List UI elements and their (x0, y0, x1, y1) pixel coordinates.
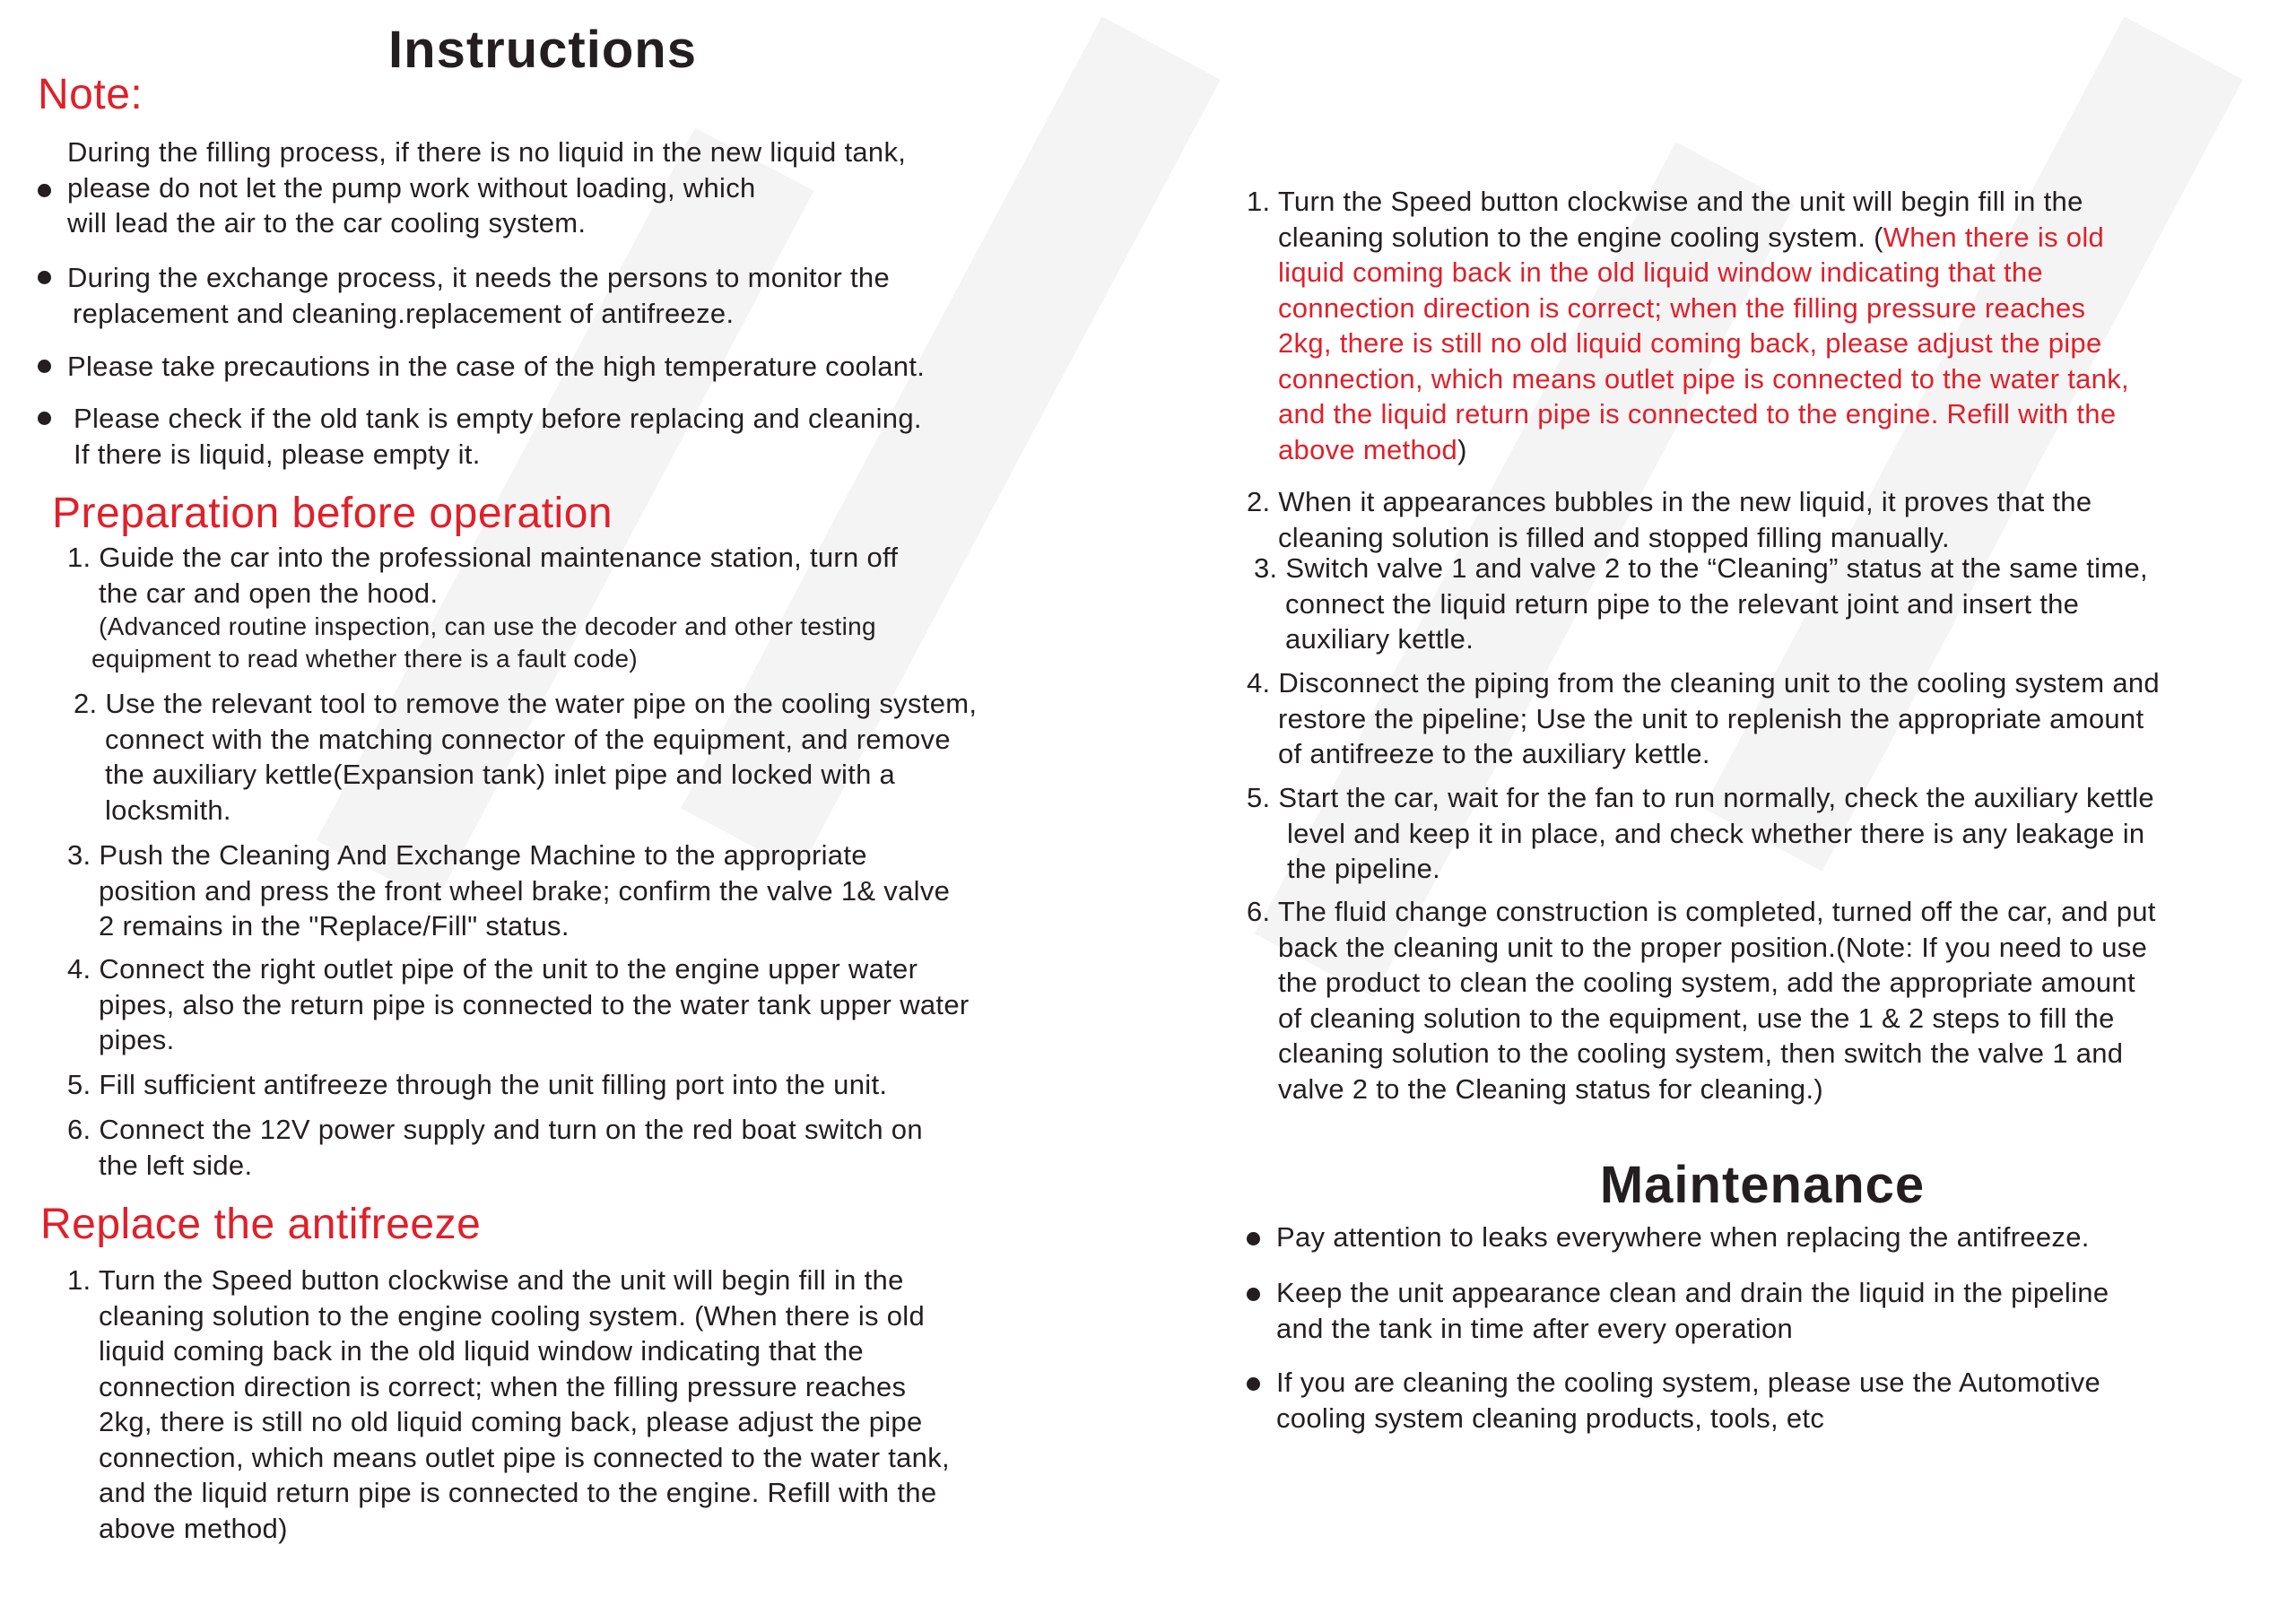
maintenance-title: Maintenance (1599, 1156, 1926, 1214)
note-line: If there is liquid, please empty it. (74, 438, 481, 470)
bullet-icon (1247, 1377, 1260, 1391)
item-line (1254, 586, 2148, 622)
right-step-6 (1247, 894, 2156, 1107)
item-line: Push the Cleaning And Exchange Machine to the appropriate (99, 839, 867, 871)
item-line (1247, 1072, 2156, 1107)
item-line: Guide the car into the professional maintenance station, turn off (99, 542, 899, 573)
item-line (1247, 894, 2156, 930)
replace-heading: Replace the antifreeze (40, 1201, 482, 1248)
item-line (1247, 1036, 2156, 1072)
text-run: back the cleaning unit to the proper position.(Note: If you need to use (1278, 931, 2148, 963)
item-line: 2kg, there is still no old liquid coming back, please adjust the pipe (99, 1406, 923, 1437)
item-number: 2. (1247, 486, 1271, 517)
prep-item-5 (67, 1067, 887, 1103)
item-line: connection, which means outlet pipe is connected to the water tank, (99, 1441, 950, 1473)
highlight-text: above method (1278, 433, 1458, 465)
item-subnote: equipment to read whether there is a fault code) (91, 645, 638, 673)
replace-item-1 (67, 1263, 950, 1546)
item-line (1247, 816, 2154, 852)
item-subnote: (Advanced routine inspection, can use the decoder and other testing (99, 612, 876, 640)
highlight-text: connection direction is correct; when the filling pressure reaches (1278, 291, 2086, 324)
item-line (1247, 396, 2129, 432)
item-line: liquid coming back in the old liquid window indicating that the (99, 1335, 864, 1367)
item-number: 2. (74, 688, 98, 719)
item-line: pipes. (99, 1024, 175, 1055)
text-run: Start the car, wait for the fan to run normally, check the auxiliary kettle (1278, 782, 2154, 813)
note-heading: Note: (38, 71, 144, 118)
text-run: cleaning solution to the cooling system, then switch the valve 1 and (1278, 1037, 2124, 1069)
item-line: the left side. (99, 1149, 253, 1181)
item-line: the car and open the hood. (99, 577, 439, 609)
prep-item-1 (67, 540, 898, 675)
text-run: of cleaning solution to the equipment, use the 1 & 2 steps to fill the (1278, 1002, 2115, 1034)
item-line (1247, 1001, 2156, 1037)
bullet-icon (38, 412, 51, 425)
maintenance-bullet (1276, 1275, 2109, 1346)
text-run: Disconnect the piping from the cleaning unit to the cooling system and (1278, 667, 2160, 699)
item-line (1247, 184, 2129, 220)
item-line (1254, 551, 2148, 586)
item-line: Turn the Speed button clockwise and the unit will begin fill in the (98, 1264, 904, 1296)
text-run: the pipeline. (1287, 853, 1441, 884)
item-line (1247, 220, 2129, 256)
page-title: Instructions (388, 21, 697, 79)
maintenance-line: and the tank in time after every operation (1276, 1312, 1794, 1344)
item-line: cleaning solution to the engine cooling system. (When there is old (99, 1299, 926, 1332)
maintenance-line: If you are cleaning the cooling system, please use the Automotive (1276, 1367, 2101, 1398)
item-number: 1. (1247, 186, 1271, 217)
highlight-text: liquid coming back in the old liquid window indicating that the (1278, 256, 2043, 288)
item-number: 1. (67, 1264, 91, 1296)
item-line: connection direction is correct; when the filling pressure reaches (99, 1370, 907, 1402)
item-number: 3. (67, 839, 91, 871)
note-line: Please check if the old tank is empty before replacing and cleaning. (74, 403, 922, 434)
item-line: Use the relevant tool to remove the water pipe on the cooling system, (105, 688, 978, 719)
text-run: valve 2 to the Cleaning status for cleaning.) (1278, 1072, 1824, 1105)
item-line (1254, 621, 2148, 657)
right-step-3 (1254, 551, 2148, 657)
note-line: During the filling process, if there is no liquid in the new liquid tank, (67, 136, 907, 168)
prep-item-4 (67, 951, 970, 1058)
item-line: Connect the right outlet pipe of the unit to the engine upper water (99, 953, 918, 985)
item-number: 5. (1247, 782, 1271, 813)
item-number: 1. (67, 542, 91, 573)
item-line: locksmith. (105, 794, 231, 826)
item-line: the auxiliary kettle(Expansion tank) inlet pipe and locked with a (105, 759, 896, 790)
item-line: Connect the 12V power supply and turn on the red boat switch on (99, 1114, 923, 1145)
bullet-icon (1247, 1232, 1260, 1245)
item-line (1247, 484, 2092, 520)
highlight-text: connection, which means outlet pipe is connected to the water tank, (1278, 362, 2129, 395)
item-line (1247, 432, 2129, 468)
item-line: and the liquid return pipe is connected to the engine. Refill with the (99, 1477, 937, 1508)
text-run: Turn the Speed button clockwise and the unit will begin fill in the (1277, 186, 2083, 217)
note-bullet (74, 401, 922, 472)
highlight-text: When there is old (1883, 221, 2105, 253)
item-line: Fill sufficient antifreeze through the unit filling port into the unit. (99, 1069, 888, 1100)
item-line (1247, 851, 2154, 887)
item-number: 5. (67, 1069, 91, 1100)
maintenance-bullet (1276, 1365, 2100, 1436)
item-line (1247, 255, 2129, 291)
item-line (1247, 291, 2129, 326)
text-run: cleaning solution is filled and stopped filling manually. (1278, 521, 1950, 553)
note-bullet (67, 135, 906, 241)
item-number: 6. (67, 1114, 91, 1145)
right-step-2 (1247, 484, 2092, 555)
maintenance-bullet (1276, 1219, 2090, 1255)
item-line (1247, 965, 2156, 1001)
bullet-icon (38, 271, 51, 284)
note-line: Please take precautions in the case of the high temperature coolant. (67, 351, 926, 382)
highlight-text: and the liquid return pipe is connected to the engine. Refill with the (1278, 398, 2117, 430)
text-run: auxiliary kettle. (1285, 623, 1474, 655)
text-run: level and keep it in place, and check whether there is any leakage in (1287, 817, 2145, 849)
item-number: 6. (1247, 896, 1271, 927)
item-line (1247, 930, 2156, 966)
note-line: replacement and cleaning.replacement of antifreeze. (73, 297, 735, 329)
item-line: 2 remains in the "Replace/Fill" status. (99, 910, 570, 942)
bullet-icon (38, 184, 51, 197)
maintenance-line: Pay attention to leaks everywhere when replacing the antifreeze. (1276, 1221, 2090, 1253)
item-line (1247, 780, 2154, 816)
item-line: pipes, also the return pipe is connected to the water tank upper water (99, 988, 970, 1020)
note-bullet (67, 349, 925, 385)
bullet-icon (38, 360, 51, 373)
right-step-1 (1247, 184, 2129, 467)
item-line (1247, 701, 2160, 737)
prep-item-2 (74, 686, 977, 828)
text-run: of antifreeze to the auxiliary kettle. (1278, 738, 1710, 769)
item-line (1247, 361, 2129, 397)
text-run: the product to clean the cooling system, add the appropriate amount (1278, 967, 2135, 998)
item-number: 4. (67, 953, 91, 985)
item-number: 4. (1247, 667, 1271, 699)
item-line (1247, 665, 2160, 701)
item-number: 3. (1254, 552, 1278, 584)
maintenance-line: cooling system cleaning products, tools, etc (1276, 1402, 1825, 1434)
note-line: During the exchange process, it needs the persons to monitor the (67, 262, 891, 293)
highlight-text: 2kg, there is still no old liquid coming back, please adjust the pipe (1278, 327, 2102, 359)
text-run: restore the pipeline; Use the unit to replenish the appropriate amount (1278, 702, 2144, 734)
item-line (1247, 736, 2160, 772)
bullet-icon (1247, 1288, 1260, 1301)
preparation-heading: Preparation before operation (52, 490, 613, 537)
note-line: please do not let the pump work without loading, which (67, 171, 756, 204)
item-line: connect with the matching connector of the equipment, and remove (105, 723, 951, 755)
text-run: connect the liquid return pipe to the relevant joint and insert the (1285, 587, 2080, 620)
right-step-5 (1247, 780, 2154, 887)
text-run: The fluid change construction is completed, turned off the car, and put (1277, 896, 2156, 927)
item-line (1247, 325, 2129, 361)
text-run: cleaning solution to the engine cooling system. ( (1278, 221, 1883, 253)
text-run: ) (1457, 433, 1467, 465)
note-line: will lead the air to the car cooling system. (67, 207, 587, 239)
text-run: When it appearances bubbles in the new liquid, it proves that the (1278, 486, 2092, 517)
text-run: Switch valve 1 and valve 2 to the “Cleaning” status at the same time, (1285, 552, 2148, 584)
right-step-4 (1247, 665, 2160, 772)
item-line: position and press the front wheel brake; confirm the valve 1& valve (99, 874, 951, 907)
prep-item-6 (67, 1112, 923, 1183)
prep-item-3 (67, 838, 950, 944)
note-bullet (67, 260, 890, 331)
item-line: above method) (99, 1512, 288, 1544)
maintenance-line: Keep the unit appearance clean and drain the liquid in the pipeline (1276, 1277, 2109, 1308)
